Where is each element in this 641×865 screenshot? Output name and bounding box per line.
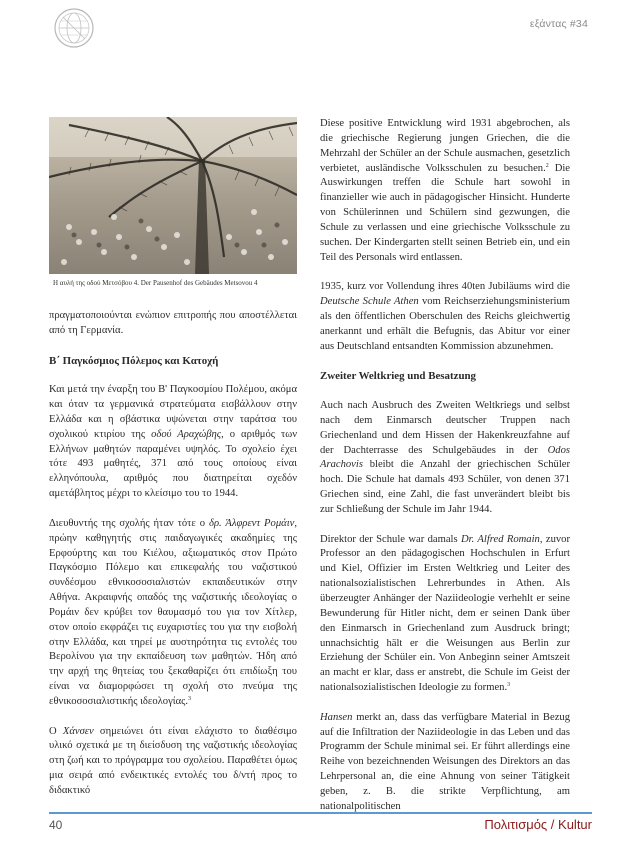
- section-label: Πολιτισμός / Kultur: [484, 817, 592, 832]
- german-paragraph-3: Auch nach Ausbruch des Zweiten Weltkriegs und selbst nach dem Einmarsch deutscher Truppen nach Griechenland und dem Hissen der Hakenkreuzfahne auf der Dachterrasse des Schulgebäudes in der Odos Arachovis bleibt die Anzahl der griechischen Schüler hoch. Die Schule hat damals 493 Schüler, von denen 371 Griechen sind, eine Zahl, die fast unverändert bleibt bis zur Schließung der Schule im Jahr 1944.: [320, 400, 570, 515]
- globe-emblem-icon: [53, 7, 95, 49]
- greek-section-heading: Β΄ Παγκόσμιος Πόλεμος και Κατοχή: [49, 354, 219, 367]
- german-paragraph-5: Hansen merkt an, dass das verfügbare Material in Bezug auf die Infiltration der Naziideologie in das Leben und das Programm der Schule minimal sei. Er führt allerdings eine Reihe von bezeichnenden Weisungen des Direktors an das Lehrpersonal an, die eine Ahnung von seiner Tätigkeit geben, z. B. die strikte Verpflichtung, am nationalpolitischen: [320, 711, 570, 812]
- footer-divider: [49, 812, 592, 814]
- footnote-ref: 3: [188, 695, 192, 702]
- issue-label: εξάντας #34: [529, 18, 588, 30]
- german-column: [320, 117, 570, 815]
- greek-paragraph-1: Και μετά την έναρξη του Β' Παγκοσμίου Πολέμου, ακόμα και όταν τα γερμανικά στρατεύματα εισβάλλουν στην Ελλάδα και η σβάστικα υψώνεται στην ταράτσα του σχολικού κτιρίου της οδού Αραχώβης, ο αριθμός των Ελλήνων μαθητών παραμένει υψηλός. Το σχολείο έχει τότε 493 μαθητές, 371 από τους οποίους είναι ελληνόπουλα, αριθμός που διατηρείται σχεδόν αμετάβλητος μέχρι το κλείσιμο του το 1944.: [49, 384, 298, 500]
- footnote-ref: 3: [507, 682, 511, 689]
- greek-paragraph-intro: πραγματοποιούνται ενώπιον επιτροπής που αποστέλλεται από τη Γερμανία.: [49, 310, 297, 336]
- german-section-heading: Zweiter Weltkrieg und Besatzung: [320, 370, 476, 383]
- photo-caption: Η αυλή της οδού Μετσόβου 4. Der Pausenhof des Gebäudes Metsovou 4: [53, 279, 258, 287]
- footnote-ref: 2: [545, 162, 549, 169]
- page-number: 40: [49, 818, 63, 832]
- german-paragraph-2: 1935, kurz vor Vollendung ihres 40ten Jubiläums wird die Deutsche Schule Athen vom Reichserziehungsministerium als den öffentlichen Oberschulen des Reichs gleichwertig anerkannt und erhält die Befugnis, das Abitur vor einer aus Deutschland entsandten Kommission abzunehmen.: [320, 281, 570, 352]
- greek-column: [49, 117, 297, 799]
- greek-paragraph-3: Ο Χάνσεν σημειώνει ότι είναι ελάχιστο το διαθέσιμο υλικό σχετικά με τη διείσδυση της ναζιστικής ιδεολογίας στη ζωή και το πρόγραμμα του σχολείου. Παραθέτει όμως μια σειρά από ενδεικτικές εντολές του δ/ντή προς το διδακτικό: [49, 725, 297, 796]
- german-paragraph-1: Diese positive Entwicklung wird 1931 abgebrochen, als die griechische Regierung jungen Griechen, die die Mehrzahl der Schüler an der Schule ausmachen, gesetzlich verbietet, ausländische Volksschulen zu besuchen.$^2$ Die Auswirkungen treffen die Schule hart sowohl in finanzieller wie auch in pädagogischer Hinsicht. Hunderte von Schülerinnen und Schülern sind gezwungen, die Schule zu verlassen und eine griechische Volksschule zu suchen. Der Kindergarten stellt seinen Betrieb ein, und ein Teil des Personals wird entlassen.: [320, 118, 570, 263]
- german-paragraph-4: Direktor der Schule war damals Dr. Alfred Romain, zuvor Professor an den pädagogischen Hochschulen in Erfurt und Kiel, Offizier im Ersten Weltkrieg und Leiter des nationalsozialistischen Lehrerbundes in Athen. Als überzeugter Anhänger der Naziideologie verhehlt er seine Bewunderung für Hitler nicht, dem er seinen Dank über den Einmarsch in Griechenland zum Ausdruck bringt; unnachsichtig hält er die Weisungen aus Berlin zur Erziehung der Schüler ein. Von Anbeginn seiner Amtszeit an macht er klar, dass er anstrebt, die Schule im Geist der nationalsozialistischen Ideologie zu formen.$^3$: [320, 533, 570, 694]
- courtyard-photo: [49, 117, 297, 274]
- greek-paragraph-2: Διευθυντής της σχολής ήταν τότε ο δρ. Άλφρεντ Ρομάιν, πρώην καθηγητής στις παιδαγωγικές ακαδημίες της Ερφούρτης και του Κιέλου, αξιωματικός στον Πρώτο Παγκόσμιο Πόλεμο και επικεφαλής του ναζιστικού συνδέσμου εθνικοσοσιαλιστών εκπαιδευτικών στην Αθήνα. Ακραιφνής οπαδός της ναζιστικής ιδεολογίας ο Ρομάιν δεν κρύβει τον θαυμασμό του για τον Χίτλερ, στον οποίο εκφράζει τις ευχαριστίες του για την εισβολή στην Ελλάδα, και τηρεί με αυστηρότητα τις εντολές του Βερολίνου για την εκπαίδευση των μαθητών. Ήδη από την αρχή της θητείας του ξεκαθαρίζει ότι επιδίωξη του είναι να διαμορφώσει τη σχολή στο πνεύμα της εθνικοσοσιαλιστικής ιδεολογίας.$^3$: [49, 517, 297, 707]
